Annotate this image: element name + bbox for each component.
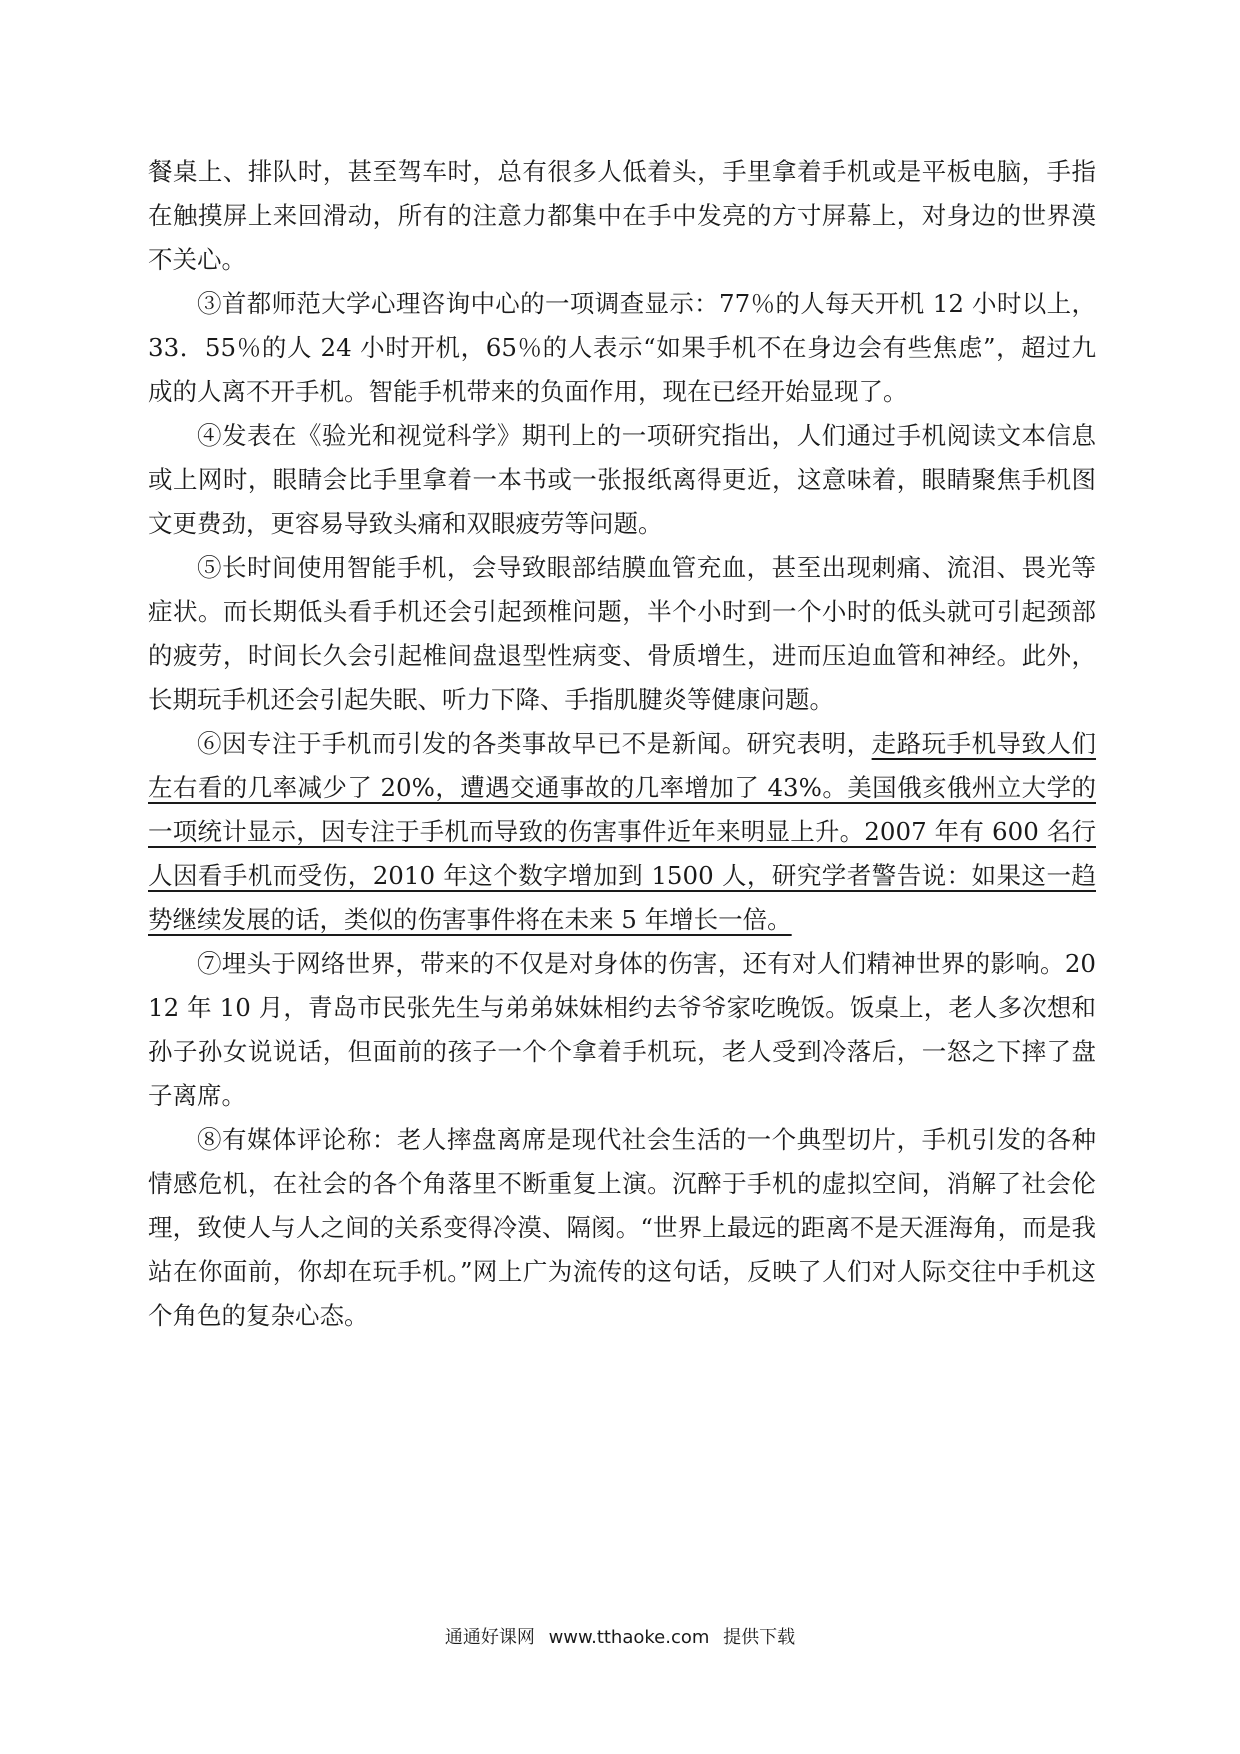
paragraph-5: ⑤长时间使用智能手机，会导致眼部结膜血管充血，甚至出现刺痛、流泪、畏光等症状。而长期低头看手机还会引起颈椎问题，半个小时到一个小时的低头就可引起颈部的疲劳，时间长久会引起椎间盘退型性病变、骨质增生，进而压迫血管和神经。此外，长期玩手机还会引起失眠、听力下降、手指肌腱炎等健康问题。: [148, 553, 1096, 714]
paragraph-6: [148, 722, 1096, 942]
footer-site-name: 通通好课网: [444, 1627, 535, 1648]
page-footer: [0, 1626, 1240, 1650]
paragraph-4: ④发表在《验光和视觉科学》期刊上的一项研究指出，人们通过手机阅读文本信息或上网时，眼睛会比手里拿着一本书或一张报纸离得更近，这意味着，眼睛聚焦手机图文更费劲，更容易导致头痛和双眼疲劳等问题。: [148, 421, 1096, 538]
paragraph-6-underlined-passage: 走路玩手机导致人们左右看的几率减少了 20%，遭遇交通事故的几率增加了 43%。美国俄亥俄州立大学的一项统计显示，因专注于手机而导致的伤害事件近年来明显上升。2007 年有 600 名行人因看手机而受伤，2010 年这个数字增加到 1500 人，研究学者警告说：如果这一趋势继续发展的话，类似的伤害事件将在未来 5 年增长一倍。: [148, 729, 1097, 934]
paragraph-8: ⑧有媒体评论称：老人摔盘离席是现代社会生活的一个典型切片，手机引发的各种情感危机，在社会的各个角落里不断重复上演。沉醉于手机的虚拟空间，消解了社会伦理，致使人与人之间的关系变得冷漠、隔阂。“世界上最远的距离不是天涯海角，而是我站在你面前，你却在玩手机。”网上广为流传的这句话，反映了人们对人际交往中手机这个角色的复杂心态。: [148, 1125, 1096, 1330]
footer-url: www.tthaoke.com: [548, 1627, 710, 1648]
paragraph-7: ⑦埋头于网络世界，带来的不仅是对身体的伤害，还有对人们精神世界的影响。2012 年 10 月，青岛市民张先生与弟弟妹妹相约去爷爷家吃晚饭。饭桌上，老人多次想和孙子孙女说说话，但面前的孩子一个个拿着手机玩，老人受到冷落后，一怒之下摔了盘子离席。: [148, 949, 1096, 1110]
article-body: [148, 150, 1096, 1338]
paragraph-3: ③首都师范大学心理咨询中心的一项调查显示：77％的人每天开机 12 小时以上，33．55％的人 24 小时开机，65％的人表示“如果手机不在身边会有些焦虑”，超过九成的人离不开手机。智能手机带来的负面作用，现在已经开始显现了。: [148, 289, 1096, 406]
paragraph-6-lead: ⑥因专注于手机而引发的各类事故早已不是新闻。研究表明，: [197, 729, 872, 758]
paragraph-2-continued: 餐桌上、排队时，甚至驾车时，总有很多人低着头，手里拿着手机或是平板电脑，手指在触摸屏上来回滑动，所有的注意力都集中在手中发亮的方寸屏幕上，对身边的世界漠不关心。: [148, 157, 1096, 274]
footer-suffix: 提供下载: [723, 1627, 796, 1648]
